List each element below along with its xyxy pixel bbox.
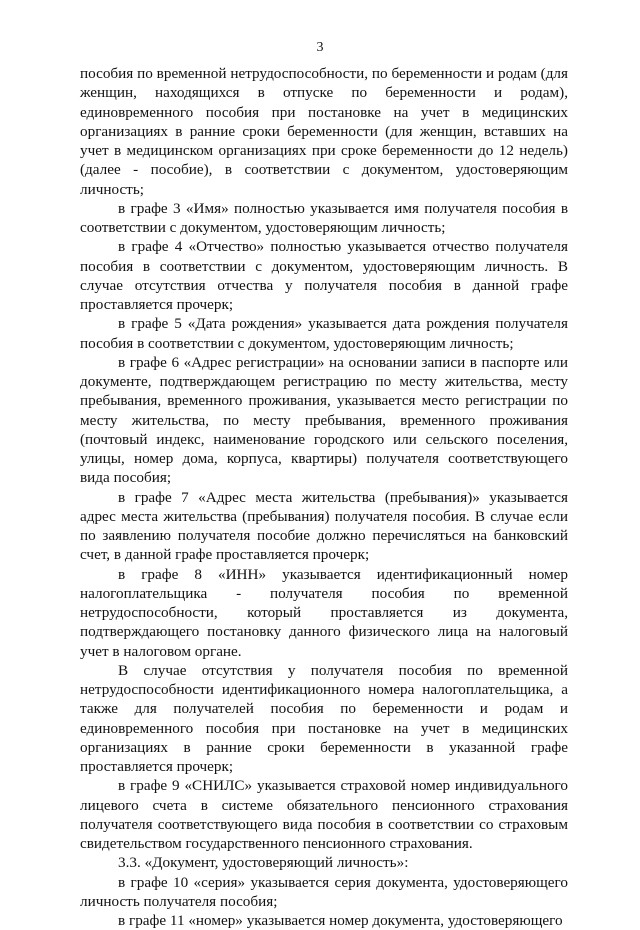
- paragraph-field-3-name: в графе 3 «Имя» полностью указывается имя получателя пособия в соответствии с документом, удостоверяющим личность;: [80, 199, 568, 236]
- paragraph-field-8-inn: в графе 8 «ИНН» указывается идентификационный номер налогоплательщика - получателя пособия по временной нетрудоспособности, который проставляется из документа, подтверждающего постановку данного физического лица на налоговый учет в налоговом органе.: [80, 565, 568, 660]
- paragraph-field-6-registration-address: в графе 6 «Адрес регистрации» на основании записи в паспорте или документе, подтверждающем регистрацию по месту жительства, месту пребывания, временного проживания, указывается место регистрации по месту жительства, по месту пребывания, временного проживания (почтовый индекс, наименование городского или сельского поселения, улицы, номер дома, корпуса, квартиры) получателя соответствующего вида пособия;: [80, 353, 568, 487]
- page-number: 3: [316, 40, 324, 55]
- section-heading-3-3: 3.3. «Документ, удостоверяющий личность»:: [118, 854, 409, 872]
- paragraph-field-9-snils: в графе 9 «СНИЛС» указывается страховой номер индивидуального лицевого счета в системе обязательного пенсионного страхования получателя соответствующего вида пособия в соответствии со страховым свидетельством государственного пенсионного страхования.: [80, 777, 568, 852]
- paragraph-field-10-series: в графе 10 «серия» указывается серия документа, удостоверяющего личность получателя пособия;: [80, 873, 568, 910]
- paragraph-field-7-residence-address: в графе 7 «Адрес места жительства (пребывания)» указывается адрес места жительства (пребывания) получателя пособия. В случае если по заявлению получателя пособие должно перечисляться на банковский счет, в данной графе проставляется прочерк;: [80, 488, 568, 564]
- paragraph-benefit-types: пособия по временной нетрудоспособности, по беременности и родам (для женщин, находящихся в отпуске по беременности и родам), единовременного пособия при постановке на учет в медицинских организациях в ранние сроки беременности (для женщин, вставших на учет в медицинском организациях при сроке беременности до 12 недель) (далее - пособие), в соответствии с документом, удостоверяющим личность;: [80, 65, 568, 198]
- paragraph-field-11-number: в графе 11 «номер» указывается номер документа, удостоверяющего: [118, 912, 563, 929]
- paragraph-field-4-patronymic: в графе 4 «Отчество» полностью указывается отчество получателя пособия в соответствии с документом, удостоверяющим личность. В случае отсутствия отчества у получателя пособия в данной графе проставляется прочерк;: [80, 238, 568, 313]
- document-body: [80, 64, 568, 930]
- paragraph-field-5-birth-date: в графе 5 «Дата рождения» указывается дата рождения получателя пособия в соответствии с документом, удостоверяющим личность;: [80, 315, 568, 352]
- paragraph-inn-absence: В случае отсутствия у получателя пособия по временной нетрудоспособности идентификационного номера налогоплательщика, а также для получателей пособия по беременности и родам и единовременного пособия при постановке на учет в медицинских организациях в ранние сроки беременности в указанной графе проставляется прочерк;: [80, 661, 568, 775]
